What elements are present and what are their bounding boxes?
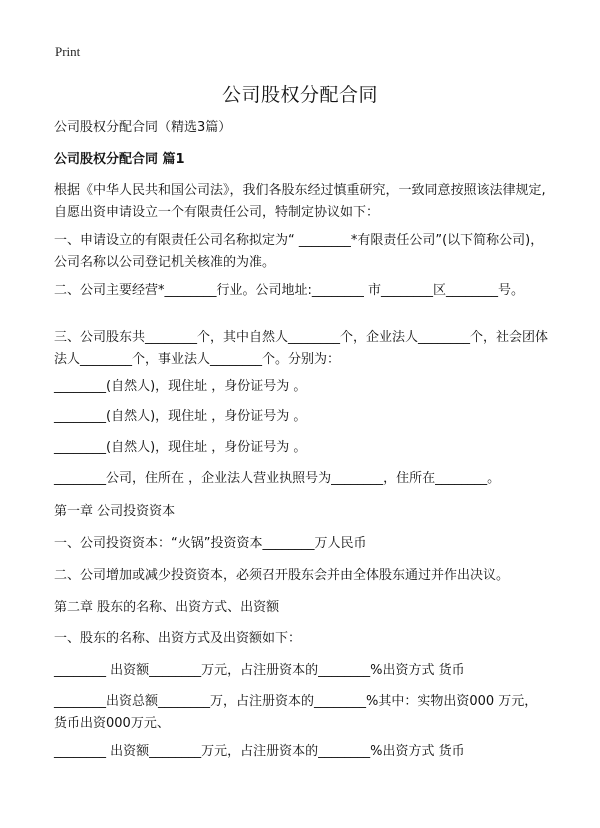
paragraph-business: 二、公司主要经营*________行业。公司地址:________ 市________区________号。 [54,283,525,298]
paragraph-person-1: ________(自然人)，现住址 ，身份证号为 。 [54,379,307,394]
paragraph-person-2: ________(自然人)，现住址 ，身份证号为 。 [54,409,307,424]
print-link[interactable]: Print [55,44,81,59]
paragraph-person-3: ________(自然人)，现住址 ，身份证号为 。 [54,440,307,455]
chapter-1-heading: 第一章 公司投资资本 [54,504,176,519]
paragraph-shareholders: 三、公司股东共________个，其中自然人________个，企业法人________个，社会团体法人________个，事业法人________个。分别为： [54,330,549,367]
paragraph-company-entity: ________公司，住所在 ，企业法人营业执照号为________，住所在________。 [54,471,501,486]
section-heading: 公司股权分配合同 篇1 [54,152,185,167]
paragraph-capital-change: 二、公司增加或减少投资资本，必须召开股东会并由全体股东通过并作出决议。 [54,568,510,583]
paragraph-contribution-2: ________出资总额________万，占注册资本的________%其中：实物出资000 万元，货币出资000万元、 [54,694,538,731]
paragraph-contributions: 一、股东的名称、出资方式及出资额如下： [54,631,302,646]
document-title: 公司股权分配合同 [221,84,378,106]
paragraph-contribution-3: ________ 出资额________万元，占注册资本的________%出资方式 货币 [54,744,465,759]
paragraph-investment: 一、公司投资资本：“火锅”投资资本________万人民币 [54,536,367,551]
paragraph-intro: 根据《中华人民共和国公司法》，我们各股东经过慎重研究，一致同意按照该法律规定,自愿出资申请设立一个有限责任公司，特制定协议如下： [54,183,546,220]
paragraph-contribution-1: ________ 出资额________万元，占注册资本的________%出资方式 货币 [54,663,465,678]
chapter-2-heading: 第二章 股东的名称、出资方式、出资额 [54,600,280,615]
document-subtitle: 公司股权分配合同（精选3篇） [54,120,232,135]
paragraph-company-name: 一、申请设立的有限责任公司名称拟定为“ ________*有限责任公司”(以下简称公司)，公司名称以公司登记机关核准的为准。 [54,233,544,270]
